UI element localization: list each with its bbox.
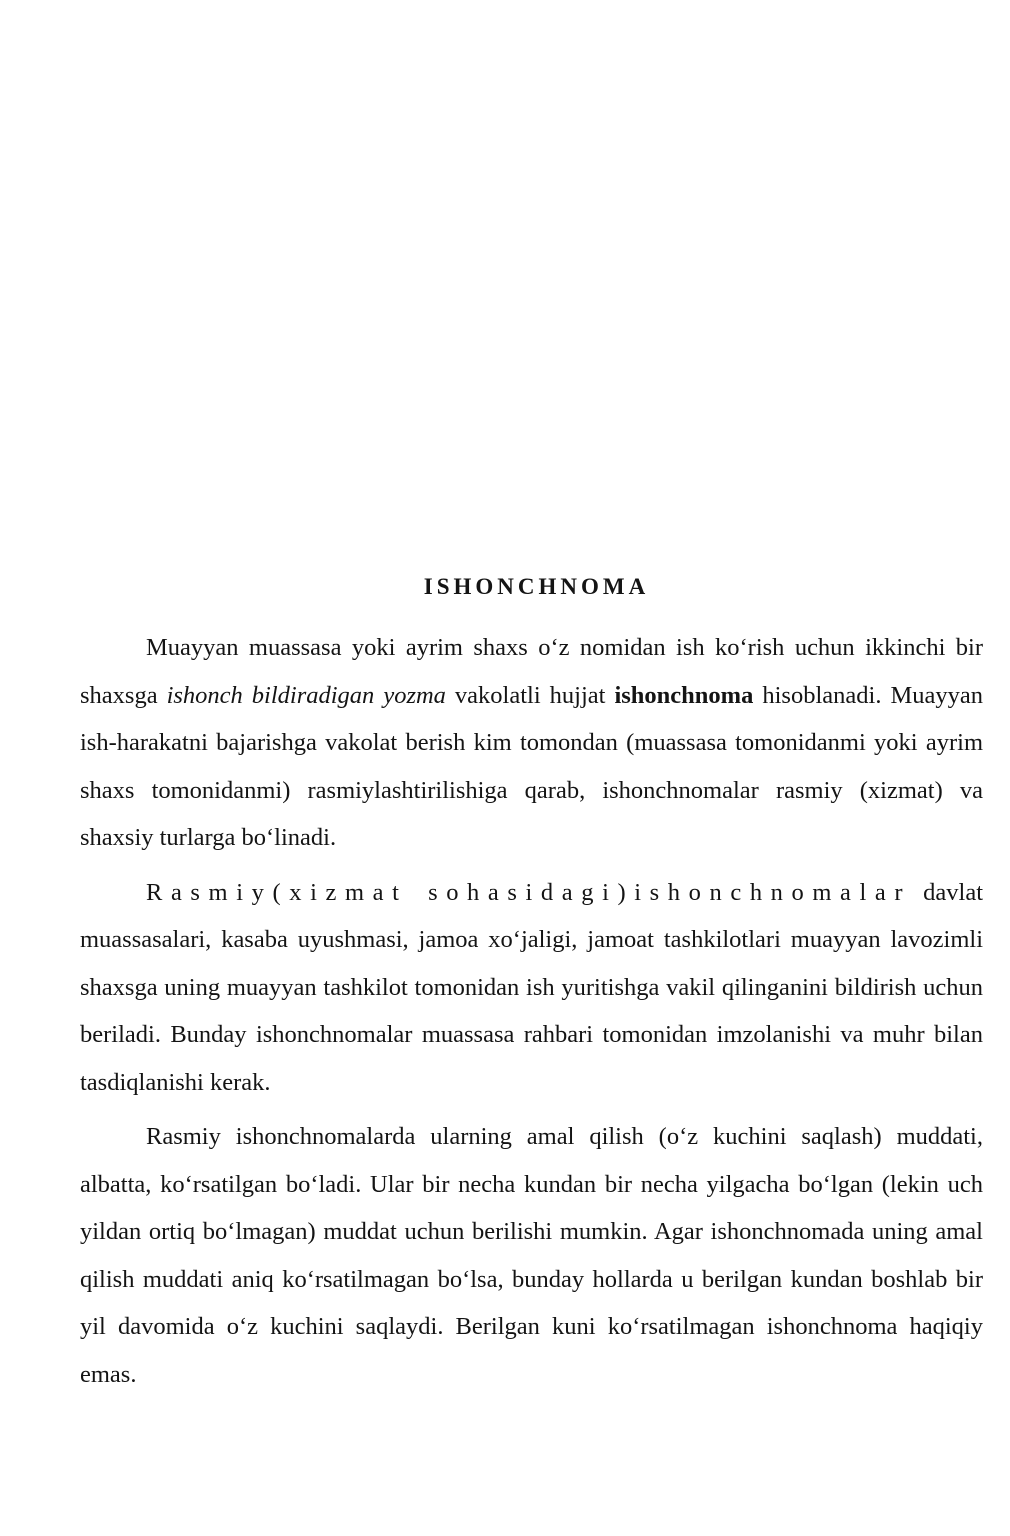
paragraph-definition-bold-term: ishonchnoma xyxy=(614,681,754,709)
paragraph-validity: Rasmiy ishonchnomalarda ularning amal qilish (o‘z kuchini saqlash) muddati, albatta, ko‘rsatilgan bo‘ladi. Ular bir necha kundan bir necha yilgacha bo‘lgan (lekin uch yildan ortiq bo‘lmagan) muddat uchun berilishi mumkin. Agar ishonchnomada uning amal qilish muddati aniq ko‘rsatilmagan bo‘lsa, bunday hollarda u berilgan kundan boshlab bir yil davomida o‘z kuchini saqlaydi. Berilgan kuni ko‘rsatilmagan ishonchnoma haqiqiy emas. xyxy=(80,1123,983,1388)
paragraph-official-spaced-term: Rasmiy(xizmat sohasidagi)ishonchnomalar xyxy=(146,878,912,906)
paragraph-official xyxy=(80,869,983,1107)
paragraph-definition-text-c: hisoblanadi. Muayyan ish-harakatni bajarishga vakolat berish kim tomondan (muassasa tomonidanmi yoki ayrim shaxs tomonidanmi) rasmiylashtirilishiga qarab, ishonchnomalar rasmiy (xizmat) va shaxsiy turlarga bo‘linadi. xyxy=(80,681,983,851)
paragraph-definition-text-a: Muayyan muassasa yoki ayrim shaxs o‘z nomidan ish ko‘rish uchun ikkinchi bir shaxsga xyxy=(80,634,983,709)
paragraph-official-text: davlat muassasalari, kasaba uyushmasi, jamoa xo‘jaligi, jamoat tashkilotlari muayyan lavozimli shaxsga uning muayyan tashkilot tomonidan ish yuritishga vakil qilinganini bildirish uchun beriladi. Bunday ishonchnomalar muassasa rahbari tomonidan imzolanishi va muhr bilan tasdiqlanishi kerak. xyxy=(80,878,983,1096)
page-title: ISHONCHNOMA xyxy=(423,574,650,599)
paragraph-definition-text-b: vakolatli hujjat xyxy=(445,681,615,709)
paragraph-definition xyxy=(80,624,983,862)
document-body xyxy=(80,566,983,1398)
paragraph-definition-italic: ishonch bildiradigan yozma xyxy=(166,681,446,709)
